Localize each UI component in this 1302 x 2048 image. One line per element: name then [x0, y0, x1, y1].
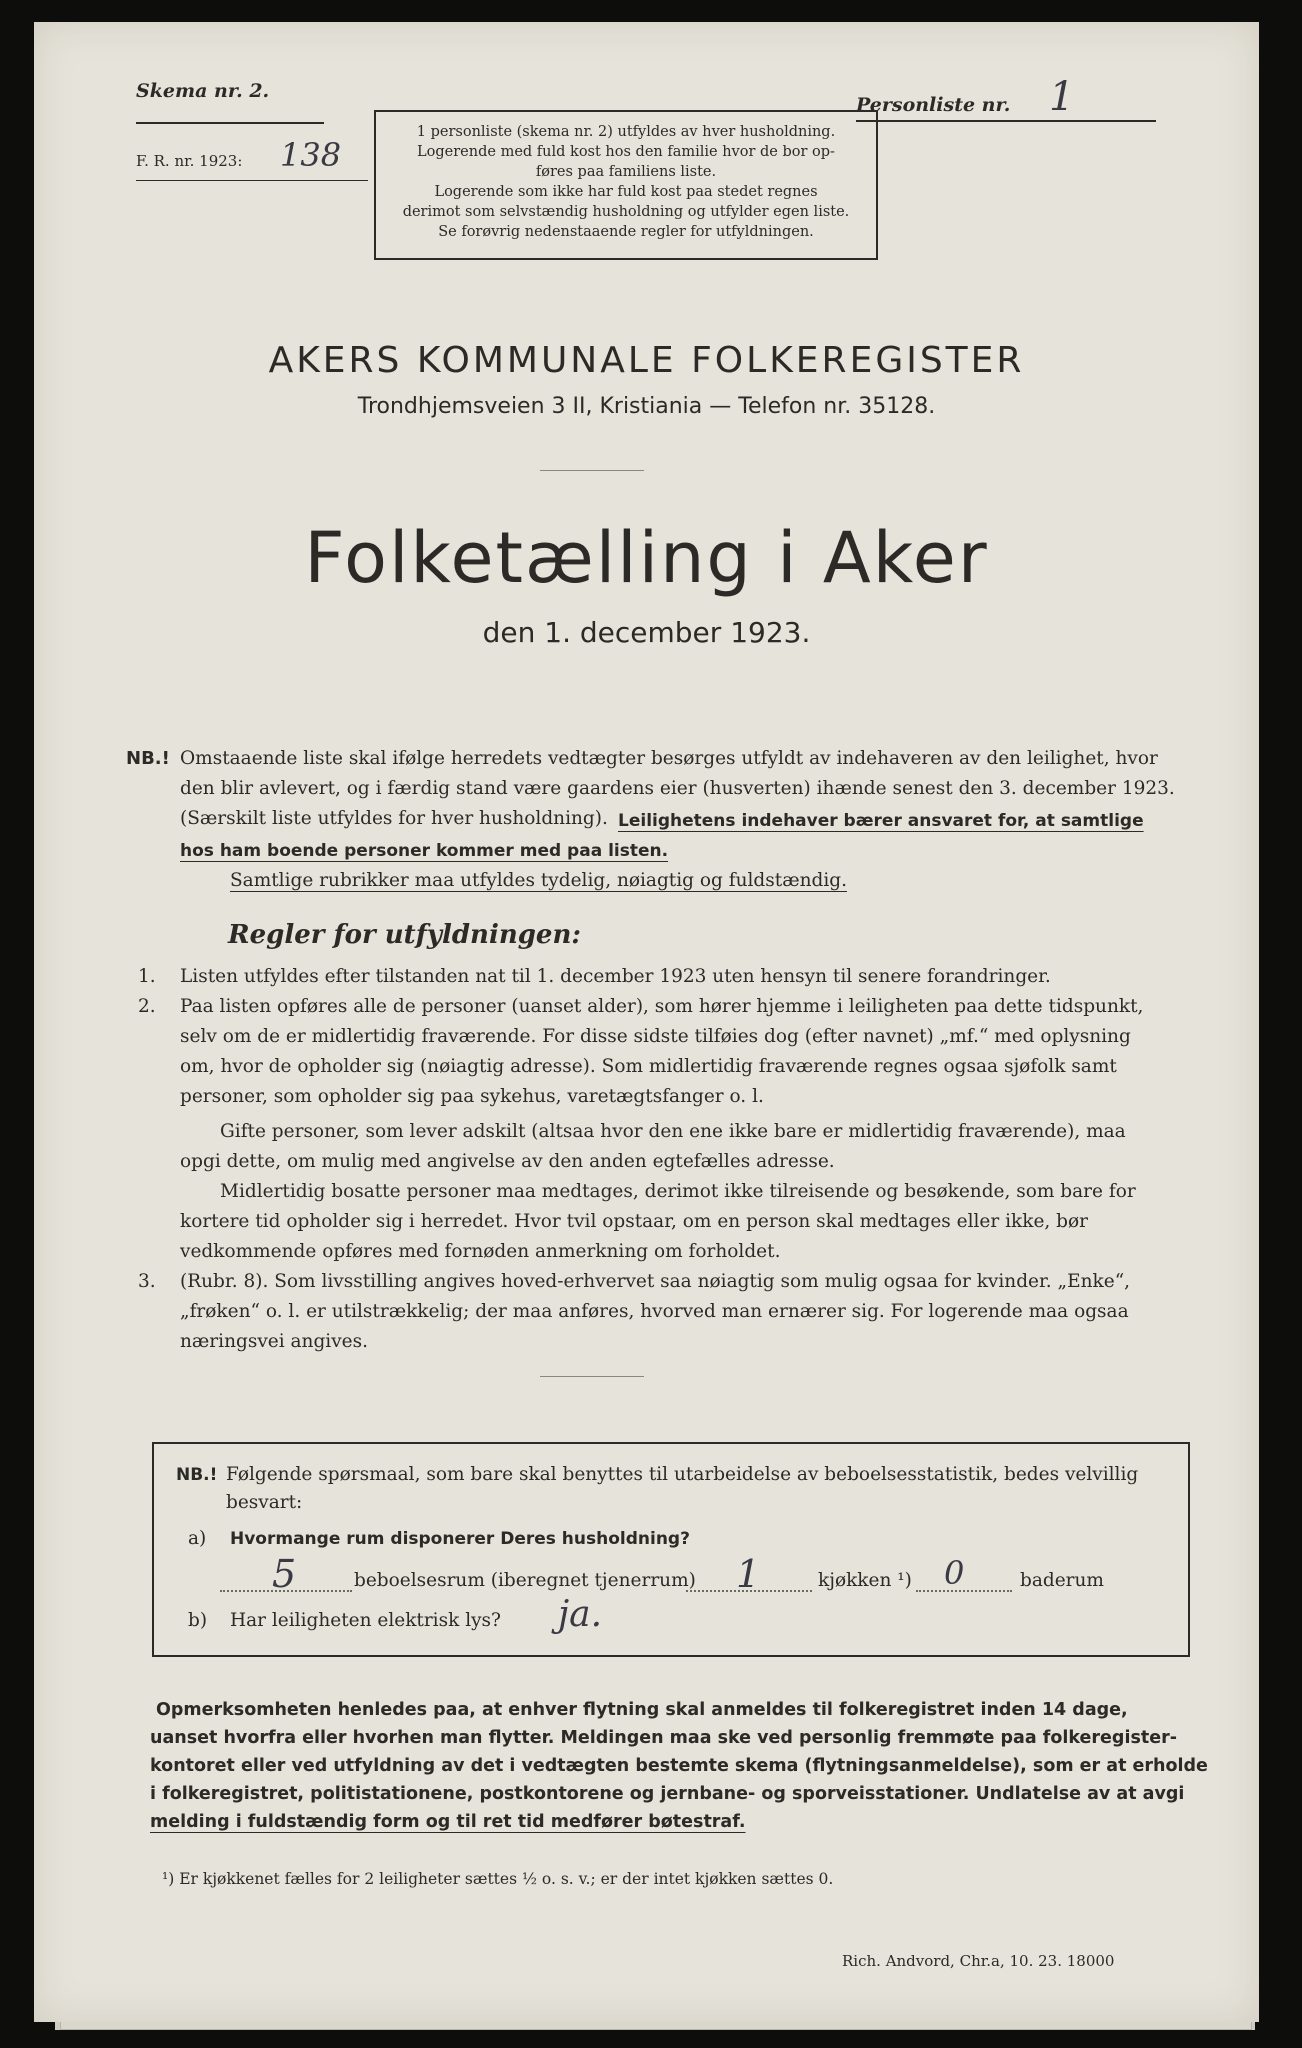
instruction-box [374, 110, 878, 260]
box-line: Logerende med fuld kost hos den familie hvor de bor op- [417, 144, 835, 160]
rule-number: 2. [138, 996, 156, 1017]
org-title: AKERS KOMMUNALE FOLKEREGISTER [268, 340, 1025, 381]
personliste-label: Personliste nr. [856, 94, 1011, 116]
rule-line: kortere tid opholder sig i herredet. Hvor tvil opstaar, om en person skal medtages eller ikke, bør [180, 1211, 1088, 1232]
bath-label: baderum [1020, 1570, 1104, 1591]
rule-line: Gifte personer, som lever adskilt (altsaa hvor den ene ikke bare er midlertidig fraværende), maa [220, 1121, 1126, 1142]
rule-line: vedkommende opføres med fornøden anmerkning om forholdet. [180, 1241, 781, 1262]
housing-statistics-box [152, 1442, 1190, 1657]
nb-mark: NB.! [176, 1465, 218, 1485]
question-a-label: a) [188, 1528, 207, 1549]
divider [136, 122, 324, 124]
divider [540, 1376, 644, 1377]
box-line: 1 personliste (skema nr. 2) utfyldes av hver husholdning. [416, 124, 836, 140]
rule-line: om, hvor de opholder sig (nøiagtig adresse). Som midlertidig fraværende regnes ogsaa sjøfolk samt [180, 1056, 1117, 1077]
rule-line: Paa listen opføres alle de personer (uanset alder), som hører hjemme i leiligheten paa dette tidspunkt, [180, 996, 1144, 1017]
box-line: derimot som selvstændig husholdning og utfylder egen liste. [402, 204, 850, 220]
census-form [34, 22, 1259, 2022]
main-title: Folketælling i Aker [304, 517, 989, 599]
printer-imprint: Rich. Andvord, Chr.a, 10. 23. 18000 [842, 1952, 1115, 1970]
notice-line: i folkeregistret, politistationene, postkontorene og jernbane- og sporveisstationer. Undlatelse av at avgi [150, 1784, 1185, 1804]
nb1-emphasis: Leilighetens indehaver bærer ansvaret for, at samtlige [618, 811, 1144, 831]
rule-line: Midlertidig bosatte personer maa medtages, derimot ikke tilreisende og besøkende, som bare for [220, 1181, 1136, 1202]
rule-line: personer, som opholder sig paa sykehus, varetægtsfanger o. l. [180, 1086, 764, 1107]
question-b-text-label: Har leiligheten elektrisk lys? [230, 1610, 501, 1631]
rooms-answer-handwritten: 5 [272, 1552, 297, 1596]
nb1-line: den blir avlevert, og i færdig stand være gaardens eier (husverten) ihænde senest den 3. december 1923. [180, 778, 1175, 799]
divider [540, 470, 644, 471]
notice-line: Opmerksomheten henledes paa, at enhver flytning skal anmeldes til folkeregistret inden 14 dage, [156, 1700, 1128, 1720]
notice-line: uanset hvorfra eller hvorhen man flytter. Meldingen maa ske ved personlig fremmøte paa folkeregister- [150, 1728, 1177, 1748]
electric-light-answer-handwritten: ja. [558, 1594, 603, 1635]
question-b-label: b) [188, 1610, 208, 1631]
rule-line: (Rubr. 8). Som livsstilling angives hoved-erhvervet saa nøiagtig som mulig ogsaa for kvinder. „Enke“, [180, 1271, 1131, 1292]
kitchen-answer-handwritten: 1 [736, 1552, 761, 1596]
footnote: ¹) Er kjøkkenet fælles for 2 leiligheter sættes ½ o. s. v.; er der intet kjøkken sættes 0. [162, 1870, 834, 1888]
kitchen-label: kjøkken ¹) [818, 1570, 912, 1591]
date-title: den 1. december 1923. [482, 616, 811, 649]
nb1-line: (Særskilt liste utfyldes for hver husholdning). [180, 808, 608, 829]
box-line: Logerende som ikke har fuld kost paa stedet regnes [434, 184, 818, 200]
fr-label: F. R. nr. 1923: [136, 152, 243, 170]
nb-mark: NB.! [126, 748, 170, 769]
divider [136, 180, 368, 181]
rooms-label: beboelsesrum (iberegnet tjenerrum) [354, 1570, 696, 1591]
skema-label: Skema nr. 2. [136, 80, 270, 102]
rule-line: „frøken“ o. l. er utilstrækkelig; der maa anføres, hvorved man ernærer sig. For logerende maa ogsaa [180, 1301, 1129, 1322]
personliste-number-handwritten: 1 [1049, 74, 1075, 120]
nb1-emphasis: hos ham boende personer kommer med paa listen. [180, 841, 669, 861]
fr-number-handwritten: 138 [280, 136, 342, 174]
notice-line: kontoret eller ved utfyldning av det i vedtægten bestemte skema (flytningsanmeldelse), som er at erholde [150, 1756, 1208, 1776]
question-b-text [230, 1606, 501, 1636]
nb2-line: besvart: [226, 1492, 303, 1513]
notice-line: melding i fuldstændig form og til ret tid medfører bøtestraf. [150, 1812, 746, 1832]
nb2-line: Følgende spørsmaal, som bare skal benyttes til utarbeidelse av beboelsesstatistik, bedes velvillig [226, 1464, 1139, 1485]
rule-line: opgi dette, om mulig med angivelse av den anden egtefælles adresse. [180, 1151, 835, 1172]
bath-answer-handwritten: 0 [944, 1554, 965, 1592]
nb1-line: Omstaaende liste skal ifølge herredets vedtægter besørges utfyldt av indehaveren av den leilighet, hvor [180, 748, 1158, 769]
box-line: føres paa familiens liste. [535, 164, 717, 180]
question-a-text: Hvormange rum disponerer Deres husholdning? [230, 1529, 690, 1549]
org-address: Trondhjemsveien 3 II, Kristiania — Telefon nr. 35128. [357, 394, 936, 419]
nb1-line: Samtlige rubrikker maa utfyldes tydelig, nøiagtig og fuldstændig. [230, 870, 847, 891]
rule-line: Listen utfyldes efter tilstanden nat til 1. december 1923 uten hensyn til senere forandringer. [180, 966, 1051, 987]
rule-number: 1. [138, 966, 156, 987]
rule-line: selv om de er midlertidig fraværende. For disse sidste tilføies dog (efter navnet) „mf.“ med oplysning [180, 1026, 1131, 1047]
rules-heading: Regler for utfyldningen: [228, 920, 581, 950]
box-line: Se forøvrig nedenstaaende regler for utfyldningen. [438, 224, 814, 240]
rule-number: 3. [138, 1271, 156, 1292]
divider [856, 120, 1156, 122]
rule-line: næringsvei angives. [180, 1331, 368, 1352]
